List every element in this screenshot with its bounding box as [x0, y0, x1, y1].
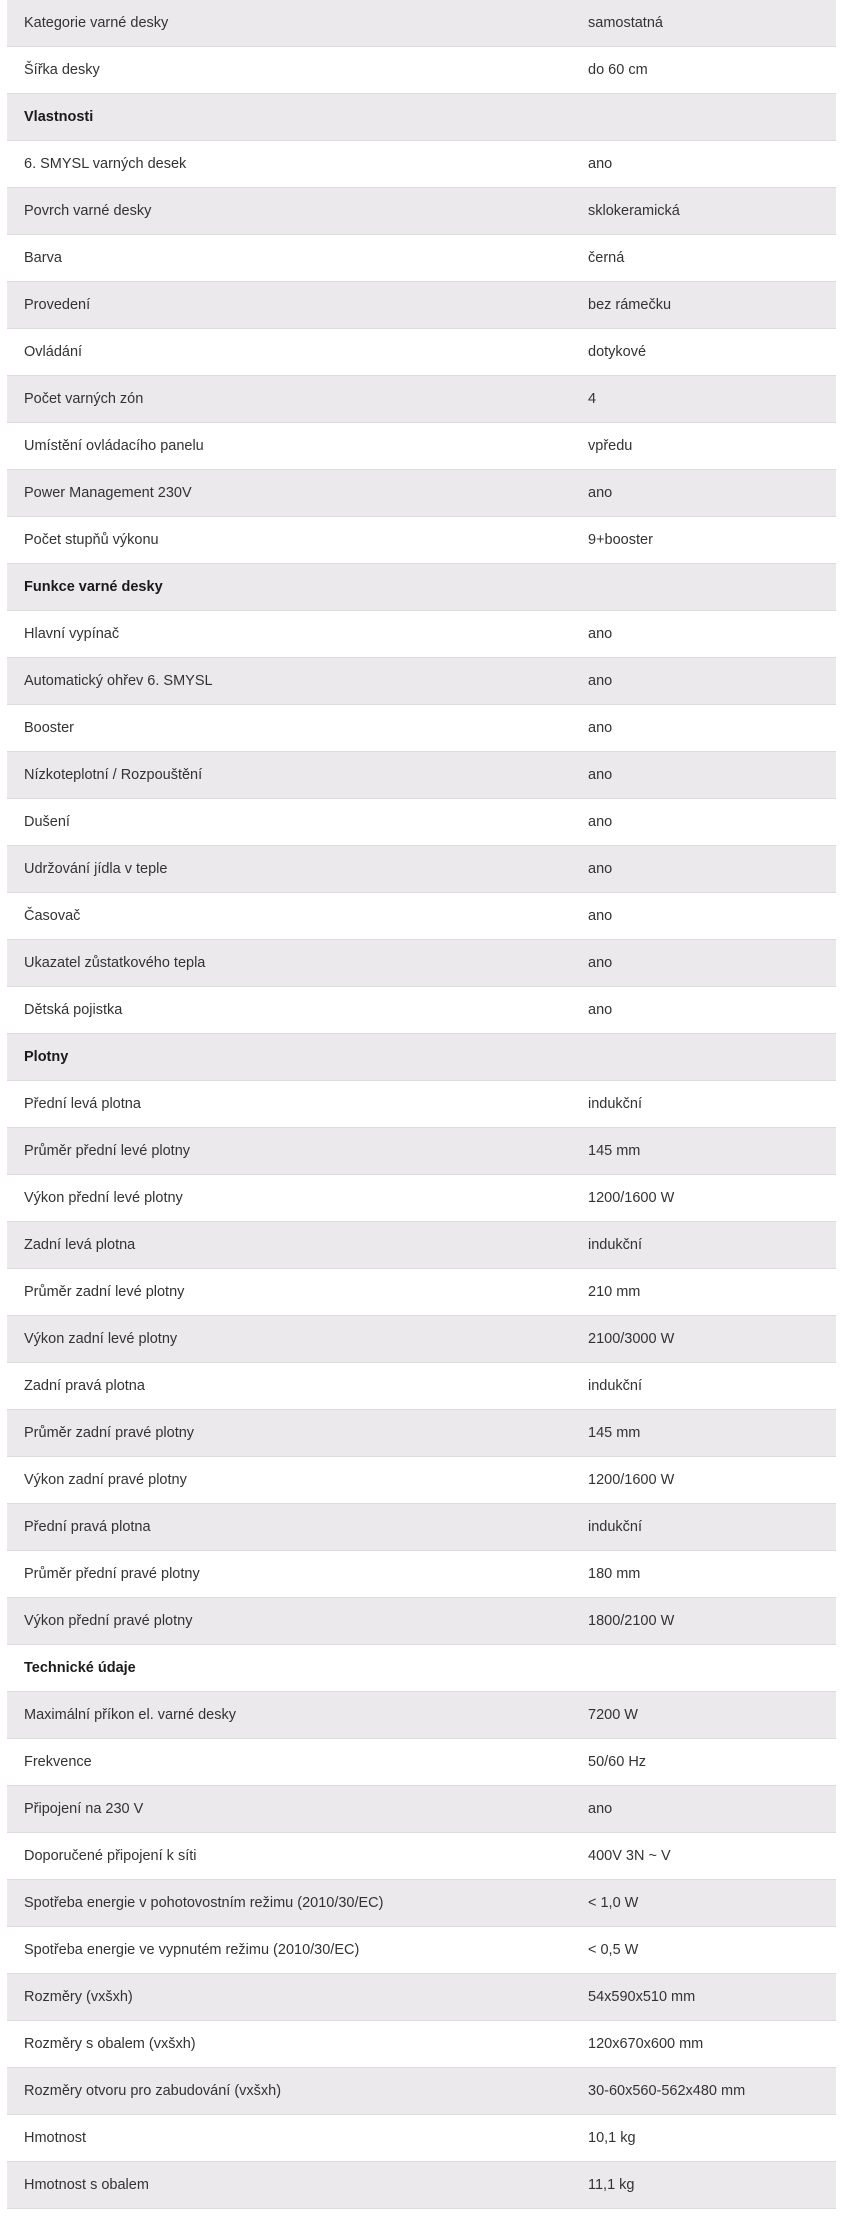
spec-value: vpředu: [571, 423, 836, 470]
spec-row: [7, 799, 836, 846]
spec-value: ano: [571, 705, 836, 752]
spec-label: Hmotnost: [7, 2115, 571, 2162]
spec-row: [7, 1363, 836, 1410]
spec-label: Barva: [7, 235, 571, 282]
section-title: Vlastnosti: [7, 94, 571, 141]
spec-value: do 60 cm: [571, 47, 836, 94]
specifications-table: [7, 0, 836, 2209]
spec-value: 1200/1600 W: [571, 1457, 836, 1504]
spec-row: [7, 1128, 836, 1175]
spec-row: [7, 611, 836, 658]
spec-label: Dušení: [7, 799, 571, 846]
spec-row: [7, 1457, 836, 1504]
spec-label: Výkon zadní levé plotny: [7, 1316, 571, 1363]
spec-label: Průměr přední pravé plotny: [7, 1551, 571, 1598]
spec-label: Výkon přední pravé plotny: [7, 1598, 571, 1645]
spec-label: Rozměry otvoru pro zabudování (vxšxh): [7, 2068, 571, 2115]
spec-value: černá: [571, 235, 836, 282]
spec-row: [7, 376, 836, 423]
section-value-empty: [571, 1034, 836, 1081]
spec-value: 210 mm: [571, 1269, 836, 1316]
spec-value: ano: [571, 1786, 836, 1833]
spec-label: Zadní levá plotna: [7, 1222, 571, 1269]
spec-label: Booster: [7, 705, 571, 752]
spec-label: Povrch varné desky: [7, 188, 571, 235]
spec-row: [7, 1974, 836, 2021]
spec-value: ano: [571, 611, 836, 658]
spec-row: [7, 1692, 836, 1739]
spec-value: ano: [571, 846, 836, 893]
spec-value: < 1,0 W: [571, 1880, 836, 1927]
spec-row: [7, 188, 836, 235]
spec-row: [7, 987, 836, 1034]
spec-value: indukční: [571, 1363, 836, 1410]
spec-value: 145 mm: [571, 1410, 836, 1457]
spec-label: Maximální příkon el. varné desky: [7, 1692, 571, 1739]
spec-value: ano: [571, 470, 836, 517]
spec-label: Ukazatel zůstatkového tepla: [7, 940, 571, 987]
spec-value: 180 mm: [571, 1551, 836, 1598]
spec-value: 54x590x510 mm: [571, 1974, 836, 2021]
spec-value: bez rámečku: [571, 282, 836, 329]
spec-row: [7, 1316, 836, 1363]
spec-label: Spotřeba energie ve vypnutém režimu (2010/30/EC): [7, 1927, 571, 1974]
spec-value: ano: [571, 799, 836, 846]
spec-row: [7, 1222, 836, 1269]
spec-value: 1800/2100 W: [571, 1598, 836, 1645]
section-header-row: [7, 1645, 836, 1692]
section-title: Technické údaje: [7, 1645, 571, 1692]
spec-row: [7, 470, 836, 517]
spec-row: [7, 47, 836, 94]
spec-value: indukční: [571, 1081, 836, 1128]
spec-label: Připojení na 230 V: [7, 1786, 571, 1833]
spec-row: [7, 329, 836, 376]
spec-value: sklokeramická: [571, 188, 836, 235]
spec-value: indukční: [571, 1504, 836, 1551]
spec-row: [7, 141, 836, 188]
section-header-row: [7, 564, 836, 611]
spec-row: [7, 940, 836, 987]
spec-row: [7, 1927, 836, 1974]
section-value-empty: [571, 1645, 836, 1692]
spec-label: Počet varných zón: [7, 376, 571, 423]
spec-label: Power Management 230V: [7, 470, 571, 517]
spec-row: [7, 1504, 836, 1551]
spec-label: Udržování jídla v teple: [7, 846, 571, 893]
spec-value: 7200 W: [571, 1692, 836, 1739]
spec-label: Přední levá plotna: [7, 1081, 571, 1128]
spec-row: [7, 893, 836, 940]
section-header-row: [7, 94, 836, 141]
spec-label: 6. SMYSL varných desek: [7, 141, 571, 188]
spec-label: Průměr přední levé plotny: [7, 1128, 571, 1175]
spec-value: samostatná: [571, 0, 836, 47]
spec-value: ano: [571, 141, 836, 188]
spec-row: [7, 1880, 836, 1927]
spec-label: Hlavní vypínač: [7, 611, 571, 658]
section-value-empty: [571, 564, 836, 611]
spec-value: ano: [571, 987, 836, 1034]
spec-value: < 0,5 W: [571, 1927, 836, 1974]
spec-value: 400V 3N ~ V: [571, 1833, 836, 1880]
spec-label: Přední pravá plotna: [7, 1504, 571, 1551]
spec-label: Hmotnost s obalem: [7, 2162, 571, 2209]
spec-value: indukční: [571, 1222, 836, 1269]
spec-label: Spotřeba energie v pohotovostním režimu (2010/30/EC): [7, 1880, 571, 1927]
spec-value: 50/60 Hz: [571, 1739, 836, 1786]
spec-label: Kategorie varné desky: [7, 0, 571, 47]
spec-row: [7, 846, 836, 893]
spec-label: Výkon zadní pravé plotny: [7, 1457, 571, 1504]
spec-row: [7, 517, 836, 564]
spec-row: [7, 1551, 836, 1598]
spec-value: 145 mm: [571, 1128, 836, 1175]
spec-label: Rozměry s obalem (vxšxh): [7, 2021, 571, 2068]
spec-row: [7, 0, 836, 47]
spec-row: [7, 2068, 836, 2115]
spec-label: Ovládání: [7, 329, 571, 376]
spec-row: [7, 1786, 836, 1833]
spec-value: 120x670x600 mm: [571, 2021, 836, 2068]
spec-label: Zadní pravá plotna: [7, 1363, 571, 1410]
spec-value: 4: [571, 376, 836, 423]
spec-label: Dětská pojistka: [7, 987, 571, 1034]
spec-value: ano: [571, 752, 836, 799]
spec-label: Automatický ohřev 6. SMYSL: [7, 658, 571, 705]
specifications-table-body: [7, 0, 836, 2209]
spec-label: Rozměry (vxšxh): [7, 1974, 571, 2021]
section-value-empty: [571, 94, 836, 141]
spec-label: Výkon přední levé plotny: [7, 1175, 571, 1222]
spec-label: Počet stupňů výkonu: [7, 517, 571, 564]
spec-label: Frekvence: [7, 1739, 571, 1786]
spec-row: [7, 1833, 836, 1880]
spec-value: 10,1 kg: [571, 2115, 836, 2162]
spec-value: 30-60x560-562x480 mm: [571, 2068, 836, 2115]
spec-value: ano: [571, 658, 836, 705]
section-header-row: [7, 1034, 836, 1081]
section-title: Funkce varné desky: [7, 564, 571, 611]
spec-label: Provedení: [7, 282, 571, 329]
spec-row: [7, 1410, 836, 1457]
spec-row: [7, 2021, 836, 2068]
spec-row: [7, 1175, 836, 1222]
spec-row: [7, 282, 836, 329]
spec-value: 1200/1600 W: [571, 1175, 836, 1222]
spec-value: ano: [571, 940, 836, 987]
spec-value: ano: [571, 893, 836, 940]
spec-row: [7, 235, 836, 282]
spec-row: [7, 423, 836, 470]
section-title: Plotny: [7, 1034, 571, 1081]
spec-value: 9+booster: [571, 517, 836, 564]
spec-label: Průměr zadní levé plotny: [7, 1269, 571, 1316]
spec-label: Nízkoteplotní / Rozpouštění: [7, 752, 571, 799]
spec-row: [7, 752, 836, 799]
spec-label: Časovač: [7, 893, 571, 940]
spec-row: [7, 2115, 836, 2162]
spec-row: [7, 1269, 836, 1316]
spec-row: [7, 1598, 836, 1645]
spec-row: [7, 705, 836, 752]
spec-label: Doporučené připojení k síti: [7, 1833, 571, 1880]
spec-row: [7, 1739, 836, 1786]
spec-label: Průměr zadní pravé plotny: [7, 1410, 571, 1457]
spec-value: 11,1 kg: [571, 2162, 836, 2209]
spec-value: 2100/3000 W: [571, 1316, 836, 1363]
spec-row: [7, 1081, 836, 1128]
spec-row: [7, 2162, 836, 2209]
spec-label: Šířka desky: [7, 47, 571, 94]
spec-value: dotykové: [571, 329, 836, 376]
spec-row: [7, 658, 836, 705]
spec-label: Umístění ovládacího panelu: [7, 423, 571, 470]
